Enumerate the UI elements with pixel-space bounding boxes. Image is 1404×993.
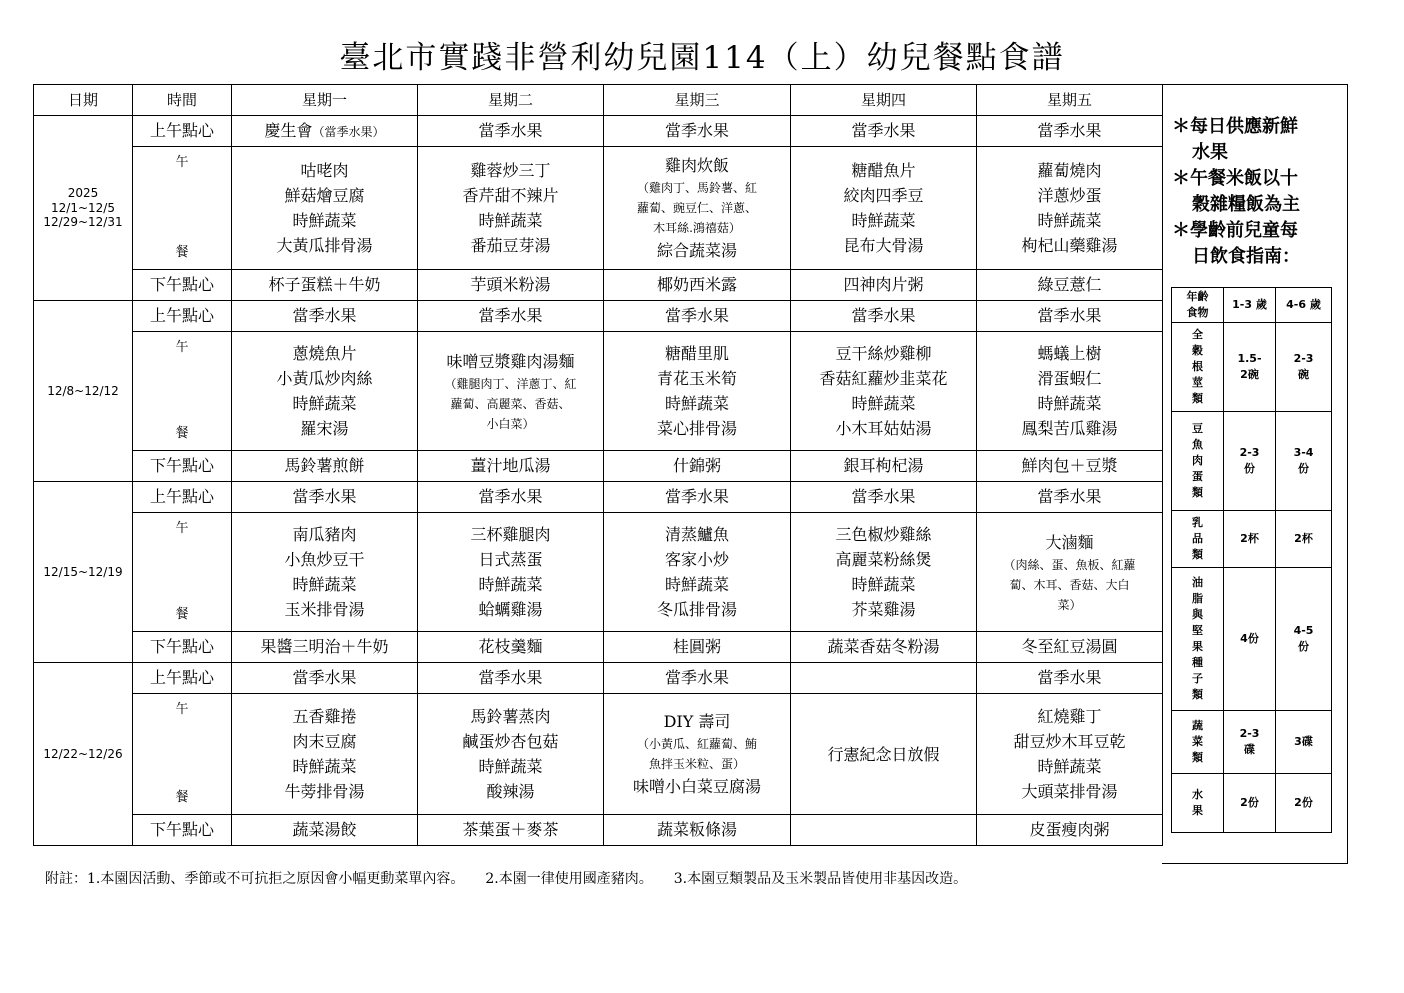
date-line: 12/22~12/26 [43,746,123,761]
dish-line: 時鮮蔬菜 [292,575,357,594]
am-snack-text: 當季水果 [478,121,543,141]
lunch-label-bottom: 餐 [175,426,189,442]
lunch-cell [977,513,1163,632]
pm-snack-cell: 鮮肉包＋豆漿 [977,451,1163,482]
am-snack-cell [791,482,977,513]
dish-line: 滑蛋蝦仁 [1037,369,1102,388]
pm-snack-cell: 薑汁地瓜湯 [418,451,604,482]
am-snack-cell [604,301,791,332]
time-label-am: 上午點心 [133,663,232,694]
am-snack-cell [418,116,604,147]
dish-line: 菜） [1057,597,1082,612]
guide-amount-text: 2份 [1294,796,1313,809]
dish-line: 魚拌玉米粒、蛋） [648,757,745,771]
lunch-cell [604,332,791,451]
lunch-label-top: 午 [175,702,189,717]
dish-line: 酸辣湯 [486,782,535,801]
lunch-label-wrap [133,147,231,269]
guide-row [1172,568,1332,711]
am-snack-text: 當季水果 [851,487,916,507]
week-date [34,482,133,663]
dish-line: 日式蒸蛋 [478,550,543,569]
guide-amount-4-6 [1276,568,1332,711]
am-snack-text: 當季水果 [1037,306,1102,326]
lunch-cell [232,513,418,632]
am-snack-text: 當季水果 [851,306,916,326]
date-line: 12/8~12/12 [47,383,119,398]
guide-header-age-1-3: 1-3 歲 [1224,288,1276,323]
guide-food [1172,774,1224,833]
am-snack-note: （當季水果） [312,125,385,140]
dish-line: 清蒸鱸魚 [664,525,729,544]
dish-line: 五香雞捲 [292,707,357,726]
guide-food [1172,711,1224,774]
dish-line: 綜合蔬菜湯 [656,241,737,260]
dish-line: 雞肉炊飯 [664,156,729,175]
dish-line: 時鮮蔬菜 [292,757,357,776]
dish-line: 鳳梨苦瓜雞湯 [1021,419,1118,438]
guide-amount-text: 1.5-2碗 [1237,352,1262,381]
header-mon: 星期一 [232,85,418,116]
am-snack-cell [604,116,791,147]
am-snack-text: 當季水果 [292,668,357,688]
am-snack-text: 當季水果 [664,121,729,141]
time-label-pm: 下午點心 [133,815,232,846]
dish-line: 行憲紀念日放假 [827,744,940,764]
guide-row [1172,711,1332,774]
lunch-label-top: 午 [175,340,189,355]
date-line: 12/29~12/31 [43,215,123,230]
guide-food-label: 乳品類 [1192,516,1203,561]
date-line: 12/15~12/19 [43,564,123,579]
guide-amount-1-3 [1224,323,1276,412]
guide-amount-text: 2-3碗 [1293,352,1314,381]
pm-snack-cell: 杯子蛋糕＋牛奶 [232,270,418,301]
am-snack-row [34,116,1163,147]
lunch-label-wrap [133,694,231,814]
lunch-cell [232,147,418,270]
dish-line: 大頭菜排骨湯 [1021,782,1118,801]
guide-food-label: 全穀根莖類 [1192,328,1203,405]
lunch-label-bottom: 餐 [175,245,189,261]
am-snack-text: 當季水果 [478,306,543,326]
am-snack-text: 當季水果 [478,668,543,688]
lunch-cell [232,332,418,451]
guide-food-label: 油脂與堅果種子類 [1192,576,1203,701]
pm-snack-cell [791,815,977,846]
pm-snack-cell: 馬鈴薯煎餅 [232,451,418,482]
guide-amount-1-3 [1224,511,1276,568]
dish-line: 時鮮蔬菜 [851,575,916,594]
dish-line: 南瓜豬肉 [292,525,357,544]
dish-line: 時鮮蔬菜 [664,575,729,594]
guide-amount-text: 2-3份 [1239,446,1260,475]
time-label-lunch [133,694,232,815]
time-label-lunch [133,513,232,632]
dish-line: 肉末豆腐 [292,732,357,751]
am-snack-cell [977,116,1163,147]
guide-food [1172,323,1224,412]
pm-snack-cell: 果醬三明治＋牛奶 [232,632,418,663]
time-label-am: 上午點心 [133,482,232,513]
am-snack-cell [418,301,604,332]
note-line: ＊午餐米飯以十 [1172,168,1298,189]
lunch-cell [604,147,791,270]
guide-amount-4-6 [1276,412,1332,511]
dish-line: 蘿蔔燒肉 [1037,161,1102,180]
guide-amount-text: 2份 [1240,796,1259,809]
dish-line: 豆干絲炒雞柳 [835,344,932,363]
page-title: 臺北市實踐非營利幼兒園114（上）幼兒餐點食譜 [339,40,1065,76]
guide-amount-text: 2-3碟 [1239,727,1260,756]
dish-line: 木耳絲.鴻禧菇） [653,221,741,235]
dish-line: 時鮮蔬菜 [292,211,357,230]
dish-line: 時鮮蔬菜 [851,394,916,413]
lunch-cell [977,694,1163,815]
pm-snack-row [34,451,1163,482]
dish-line: （雞腿肉丁、洋蔥丁、紅 [444,376,577,391]
dish-line: 蔔、木耳、香菇、大白 [1009,577,1130,592]
header-row [34,85,1163,116]
menu-table [33,84,1163,846]
guide-food [1172,412,1224,511]
note-line: 水果 [1192,142,1228,163]
time-label-lunch [133,332,232,451]
am-snack-cell [977,301,1163,332]
guide-amount-text: 4份 [1240,632,1259,645]
pm-snack-row [34,632,1163,663]
dish-line: （小黃瓜、紅蘿蔔、鮪 [636,737,757,751]
guide-amount-1-3 [1224,568,1276,711]
pm-snack-cell: 椰奶西米露 [604,270,791,301]
lunch-cell [418,513,604,632]
dish-line: 冬瓜排骨湯 [656,600,737,619]
guide-amount-1-3 [1224,412,1276,511]
pm-snack-cell: 芋頭米粉湯 [418,270,604,301]
am-snack-text: 當季水果 [292,306,357,326]
pm-snack-cell: 花枝羹麵 [418,632,604,663]
dish-line: 昆布大骨湯 [843,236,924,255]
am-snack-cell [418,663,604,694]
header-time: 時間 [133,85,232,116]
time-label-am: 上午點心 [133,116,232,147]
lunch-row [34,332,1163,451]
pm-snack-cell: 四神肉片粥 [791,270,977,301]
dish-line: 雞蓉炒三丁 [470,161,551,180]
am-snack-cell [232,116,418,147]
dish-line: 時鮮蔬菜 [1037,211,1102,230]
lunch-label-top: 午 [175,521,189,536]
lunch-label-bottom: 餐 [175,790,189,806]
am-snack-cell [977,663,1163,694]
dish-line: 玉米排骨湯 [284,600,365,619]
dish-line: 螞蟻上樹 [1037,344,1102,363]
dish-line: 時鮮蔬菜 [1037,394,1102,413]
guide-amount-text: 3碟 [1294,735,1313,748]
pm-snack-cell: 茶葉蛋＋麥茶 [418,815,604,846]
dish-line: 小木耳姑姑湯 [835,419,932,438]
lunch-cell [791,513,977,632]
dish-line: 三色椒炒雞絲 [835,525,932,544]
header-tue: 星期二 [418,85,604,116]
dish-line: 小魚炒豆干 [284,550,365,569]
am-snack-text: 當季水果 [478,487,543,507]
dish-line: 味噌豆漿雞肉湯麵 [446,351,575,371]
guide-amount-1-3 [1224,711,1276,774]
pm-snack-row [34,815,1163,846]
dish-line: 絞肉四季豆 [843,186,924,205]
guide-amount-4-6 [1276,711,1332,774]
week-date [34,301,133,482]
time-label-am: 上午點心 [133,301,232,332]
dish-line: 枸杞山藥雞湯 [1021,236,1118,255]
dish-line: 蔥燒魚片 [292,344,357,363]
guide-header-food: 食物 [1186,306,1209,319]
guide-food [1172,511,1224,568]
dish-line: 牛蒡排骨湯 [284,782,365,801]
dish-line: 時鮮蔬菜 [478,575,543,594]
guide-amount-text: 4-5份 [1293,624,1314,653]
dish-line: 鮮菇燴豆腐 [284,186,365,205]
lunch-row [34,147,1163,270]
am-snack-text: 當季水果 [1037,487,1102,507]
time-label-lunch [133,147,232,270]
dish-line: 菜心排骨湯 [656,419,737,438]
guide-header-row [1172,288,1332,323]
dish-line: 時鮮蔬菜 [478,757,543,776]
dish-line: 番茄豆芽湯 [470,236,551,255]
dish-line: 鹹蛋炒杏包菇 [462,732,559,751]
pm-snack-cell: 桂圓粥 [604,632,791,663]
guide-row [1172,323,1332,412]
dish-line: 蛤蠣雞湯 [478,600,543,619]
guide-header-age: 年齡 [1186,290,1209,303]
guide-amount-text: 2杯 [1294,532,1313,545]
dish-line: 馬鈴薯蒸肉 [470,707,551,726]
date-line: 2025 [67,186,99,201]
time-label-pm: 下午點心 [133,632,232,663]
am-snack-cell [604,482,791,513]
lunch-label-bottom: 餐 [175,607,189,623]
note-line: ＊學齡前兒童每 [1172,220,1298,241]
time-label-pm: 下午點心 [133,270,232,301]
guide-amount-text: 3-4 份 [1293,446,1314,475]
am-snack-text: 當季水果 [664,487,729,507]
dish-line: 高麗菜粉絲煲 [835,550,932,569]
guide-row [1172,774,1332,833]
lunch-cell [791,694,977,815]
pm-snack-cell: 綠豆薏仁 [977,270,1163,301]
lunch-cell [604,694,791,815]
am-snack-text: 當季水果 [292,487,357,507]
lunch-label-wrap [133,513,231,631]
guide-amount-text: 2杯 [1240,532,1259,545]
am-snack-text: 當季水果 [664,306,729,326]
header-thu: 星期四 [791,85,977,116]
dish-line: DIY 壽司 [663,712,731,731]
am-snack-cell [232,663,418,694]
dietary-guide-table [1171,287,1332,833]
lunch-label-wrap [133,332,231,450]
am-snack-cell [232,482,418,513]
lunch-cell [232,694,418,815]
pm-snack-cell: 什錦粥 [604,451,791,482]
footnote: 附註：1.本園因活動、季節或不可抗拒之原因會小幅更動菜單內容。 2.本園一律使用國產豬肉。 3.本園豆類製品及玉米製品皆使用非基因改造。 [45,871,968,887]
am-snack-cell [791,116,977,147]
guide-header-age-4-6: 4-6 歲 [1276,288,1332,323]
am-snack-cell [977,482,1163,513]
dish-line: 蘿蔔、豌豆仁、洋蔥、 [636,201,757,215]
dish-line: 洋蔥炒蛋 [1037,186,1102,205]
lunch-cell [418,694,604,815]
dish-line: 香芹甜不辣片 [462,186,559,205]
dish-line: 時鮮蔬菜 [851,211,916,230]
guide-food-label: 蔬菜類 [1192,719,1203,764]
dish-line: 小白菜） [486,416,535,431]
am-snack-text: 當季水果 [664,668,729,688]
note-line: ＊每日供應新鮮 [1172,116,1298,137]
am-snack-row [34,301,1163,332]
dish-line: 時鮮蔬菜 [664,394,729,413]
guide-food [1172,568,1224,711]
guide-amount-4-6 [1276,774,1332,833]
pm-snack-cell: 蔬菜粄條湯 [604,815,791,846]
dish-line: 客家小炒 [664,550,729,569]
lunch-row [34,694,1163,815]
guide-food-label: 水果 [1192,788,1203,817]
lunch-cell [604,513,791,632]
dish-line: 時鮮蔬菜 [478,211,543,230]
dish-line: 羅宋湯 [300,419,349,438]
guide-food-label: 豆魚肉蛋類 [1192,422,1203,499]
date-line: 12/1~12/5 [51,200,115,215]
header-date: 日期 [34,85,133,116]
am-snack-cell [791,301,977,332]
am-snack-text: 當季水果 [1037,121,1102,141]
am-snack-cell [232,301,418,332]
guide-row [1172,412,1332,511]
lunch-cell [791,147,977,270]
dish-line: 甜豆炒木耳豆乾 [1013,732,1126,751]
am-snack-cell [418,482,604,513]
pm-snack-cell: 皮蛋瘦肉粥 [977,815,1163,846]
dish-line: 糖醋里肌 [664,344,729,363]
dish-line: 蘿蔔、高麗菜、香菇、 [450,396,571,411]
dish-line: 大滷麵 [1045,532,1094,552]
am-snack-text: 慶生會 [264,121,313,141]
pm-snack-cell: 蔬菜湯餃 [232,815,418,846]
nutrition-notes [1172,114,1342,270]
dish-line: 味噌小白菜豆腐湯 [632,777,761,796]
dish-line: 小黃瓜炒肉絲 [276,369,373,388]
guide-amount-1-3 [1224,774,1276,833]
am-snack-text: 當季水果 [1037,668,1102,688]
lunch-label-top: 午 [175,155,189,170]
dish-line: 時鮮蔬菜 [292,394,357,413]
dish-line: 大黃瓜排骨湯 [276,236,373,255]
am-snack-row [34,663,1163,694]
header-wed: 星期三 [604,85,791,116]
pm-snack-cell: 銀耳枸杞湯 [791,451,977,482]
time-label-pm: 下午點心 [133,451,232,482]
am-snack-cell [791,663,977,694]
lunch-row [34,513,1163,632]
guide-header-label [1172,288,1224,323]
dish-line: 咕咾肉 [300,161,349,180]
week-date [34,116,133,301]
guide-row [1172,511,1332,568]
dish-line: 香菇紅蘿炒韭菜花 [819,369,948,388]
week-date [34,663,133,846]
lunch-cell [977,332,1163,451]
dish-line: 時鮮蔬菜 [1037,757,1102,776]
dish-line: 青花玉米筍 [656,369,737,388]
pm-snack-cell: 蔬菜香菇冬粉湯 [791,632,977,663]
lunch-cell [418,332,604,451]
am-snack-row [34,482,1163,513]
am-snack-cell [604,663,791,694]
dish-line: 芥菜雞湯 [851,600,916,619]
dish-line: （雞肉丁、馬鈴薯、紅 [636,181,757,195]
pm-snack-row [34,270,1163,301]
guide-amount-4-6 [1276,511,1332,568]
lunch-cell [977,147,1163,270]
pm-snack-cell: 冬至紅豆湯圓 [977,632,1163,663]
lunch-cell [418,147,604,270]
am-snack-text: 當季水果 [851,121,916,141]
note-line: 穀雜糧飯為主 [1192,194,1300,215]
dish-line: 三杯雞腿肉 [470,525,551,544]
dish-line: 糖醋魚片 [851,161,916,180]
header-fri: 星期五 [977,85,1163,116]
dish-line: （肉絲、蛋、魚板、紅蘿 [1003,557,1136,572]
guide-amount-4-6 [1276,323,1332,412]
note-line: 日飲食指南： [1192,246,1300,267]
dish-line: 紅燒雞丁 [1037,707,1102,726]
lunch-cell [791,332,977,451]
